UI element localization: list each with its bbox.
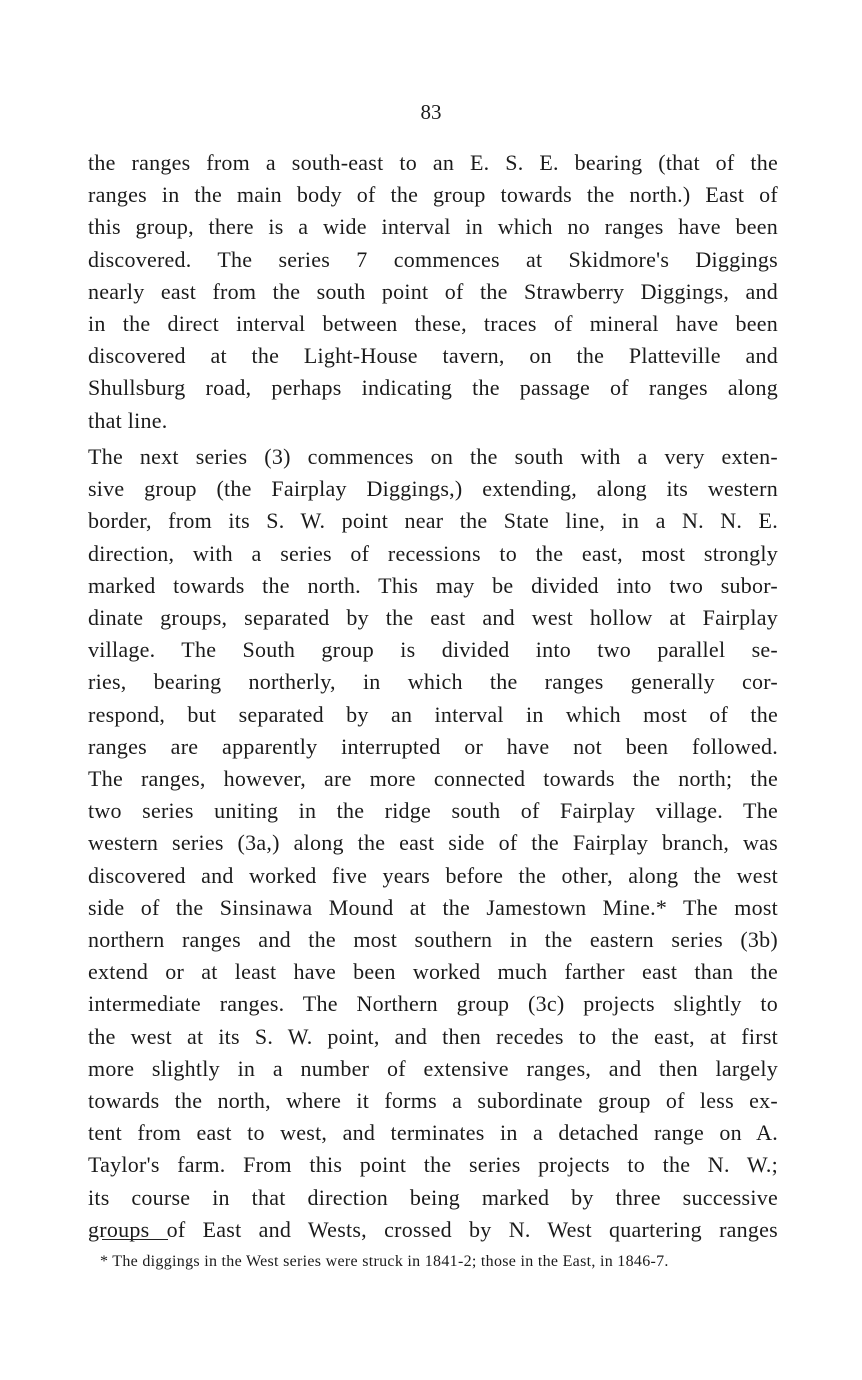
page-number: 83 [420,100,442,124]
text-line: respond, but separated by an interval in which most of the [88,701,778,727]
text-line: direction, with a series of recessions to the east, most strongly [88,540,778,566]
text-line: dinate groups, separated by the east and west hollow at Fairplay [88,605,778,631]
text-line: discovered and worked five years before the other, along the west [88,862,778,888]
text-line: ranges are apparently interrupted or have not been followed. [88,733,778,759]
text-line: northern ranges and the most southern in the eastern series (3b) [88,927,778,953]
paragraph-1 [88,147,778,437]
text-line: The ranges, however, are more connected towards the north; the [88,766,778,792]
text-line: border, from its S. W. point near the State line, in a N. N. E. [88,508,778,534]
text-line: side of the Sinsinawa Mound at the Jamestown Mine.* The most [88,894,778,920]
text-line: the ranges from a south-east to an E. S. E. bearing (that of the [88,150,778,175]
text-line: marked towards the north. This may be divided into two subor- [88,572,778,598]
text-line: this group, there is a wide interval in which no ranges have been [88,214,778,240]
text-line: discovered. The series 7 commences at Skidmore's Diggings [88,246,778,272]
text-line: western series (3a,) along the east side of the Fairplay branch, was [88,830,778,856]
text-line: ries, bearing northerly, in which the ranges generally cor- [88,669,778,695]
text-line: more slightly in a number of extensive ranges, and then largely [88,1055,778,1081]
paragraph-2 [88,441,778,1246]
text-line: towards the north, where it forms a subordinate group of less ex- [88,1088,778,1114]
text-line: the west at its S. W. point, and then recedes to the east, at first [88,1023,778,1049]
text-line: tent from east to west, and terminates in a detached range on A. [88,1120,778,1146]
text-line: ranges in the main body of the group towards the north.) East of [88,182,778,208]
text-line: discovered at the Light-House tavern, on the Platteville and [88,343,778,369]
text-line: nearly east from the south point of the Strawberry Diggings, and [88,278,778,304]
text-line: that line. [88,407,168,433]
text-line: groups of East and Wests, crossed by N. West quartering ranges [88,1216,778,1242]
text-line: its course in that direction being marked by three successive [88,1184,778,1210]
text-line: in the direct interval between these, traces of mineral have been [88,311,778,337]
text-line: intermediate ranges. The Northern group (3c) projects slightly to [88,991,778,1017]
text-line: Taylor's farm. From this point the series projects to the N. W.; [88,1152,778,1178]
text-line: The next series (3) commences on the south with a very exten- [88,444,778,469]
text-line: sive group (the Fairplay Diggings,) extending, along its western [88,476,778,502]
footnote-divider [102,1239,168,1240]
text-line: two series uniting in the ridge south of Fairplay village. The [88,798,778,824]
text-line: extend or at least have been worked much farther east than the [88,959,778,985]
footnote: * The diggings in the West series were struck in 1841-2; those in the East, in 1846-7. [100,1253,669,1270]
text-line: Shullsburg road, perhaps indicating the passage of ranges along [88,375,778,401]
text-line: village. The South group is divided into two parallel se- [88,637,778,663]
